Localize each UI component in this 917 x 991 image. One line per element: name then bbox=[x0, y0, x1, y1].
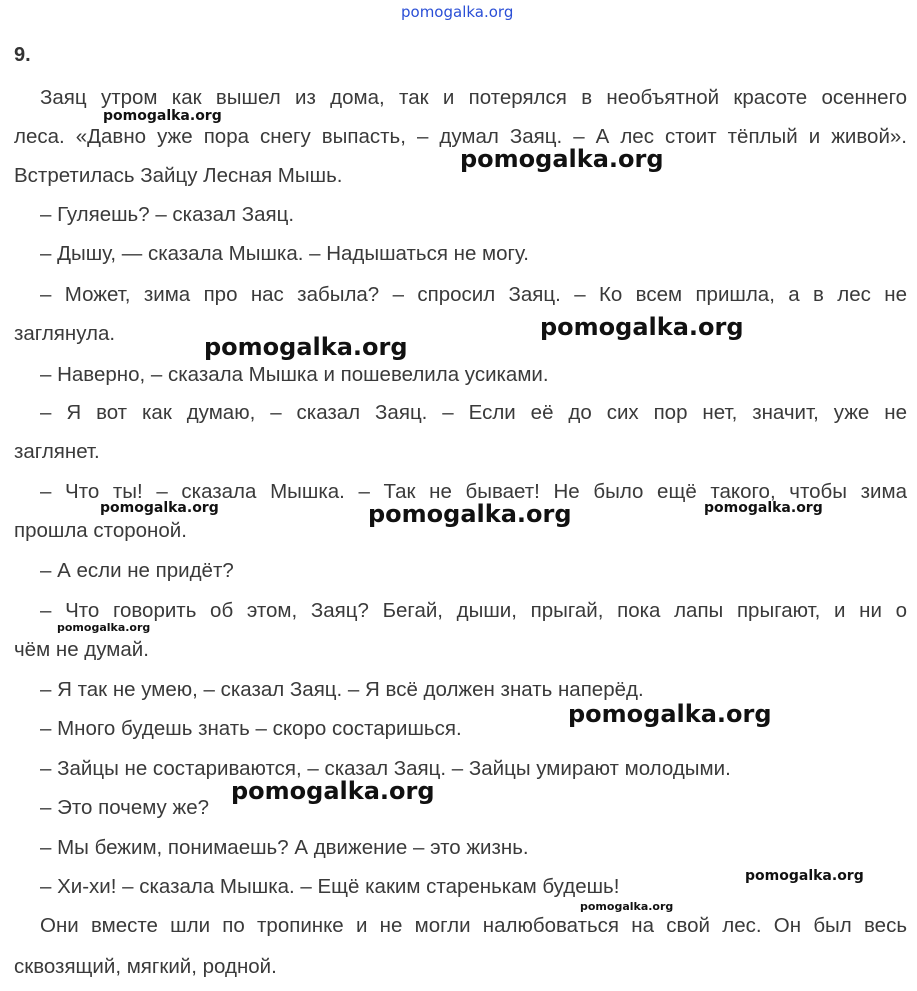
text-line: Встретилась Зайцу Лесная Мышь. bbox=[14, 164, 343, 187]
exercise-number: 9. bbox=[14, 44, 31, 66]
header-watermark: pomogalka.org bbox=[401, 3, 514, 21]
text-line: леса. «Давно уже пора снегу выпасть, – думал Заяц. – А лес стоит тёплый и живой». bbox=[14, 125, 907, 148]
watermark: pomogalka.org bbox=[231, 777, 435, 805]
text-line: сквозящий, мягкий, родной. bbox=[14, 955, 277, 978]
text-line: – Я так не умею, – сказал Заяц. – Я всё должен знать наперёд. bbox=[40, 678, 644, 701]
text-line: – Гуляешь? – сказал Заяц. bbox=[40, 203, 295, 226]
watermark: pomogalka.org bbox=[103, 108, 222, 124]
watermark: pomogalka.org bbox=[204, 333, 408, 361]
text-line: – Мы бежим, понимаешь? А движение – это жизнь. bbox=[40, 836, 529, 859]
text-line: – Хи-хи! – сказала Мышка. – Ещё каким старенькам будешь! bbox=[40, 875, 620, 898]
text-line: – Может, зима про нас забыла? – спросил Заяц. – Ко всем пришла, а в лес не bbox=[40, 283, 907, 306]
text-line: Заяц утром как вышел из дома, так и потерялся в необъятной красоте осеннего bbox=[40, 86, 907, 109]
watermark: pomogalka.org bbox=[460, 145, 664, 173]
text-line: – Наверно, – сказала Мышка и пошевелила усиками. bbox=[40, 363, 549, 386]
text-line: прошла стороной. bbox=[14, 519, 187, 542]
watermark: pomogalka.org bbox=[745, 868, 864, 884]
text-line: чём не думай. bbox=[14, 638, 149, 661]
text-line: – Много будешь знать – скоро состаришься. bbox=[40, 717, 462, 740]
watermark: pomogalka.org bbox=[580, 900, 674, 913]
text-line: – Зайцы не состариваются, – сказал Заяц. – Зайцы умирают молодыми. bbox=[40, 757, 731, 780]
text-line: заглянет. bbox=[14, 440, 100, 463]
text-line: заглянула. bbox=[14, 322, 116, 345]
watermark: pomogalka.org bbox=[368, 500, 572, 528]
watermark: pomogalka.org bbox=[540, 313, 744, 341]
watermark: pomogalka.org bbox=[57, 621, 151, 634]
text-line: – Что ты! – сказала Мышка. – Так не бывает! Не было ещё такого, чтобы зима bbox=[40, 480, 907, 503]
watermark: pomogalka.org bbox=[704, 500, 823, 516]
text-line: – А если не придёт? bbox=[40, 559, 234, 582]
text-line: – Я вот как думаю, – сказал Заяц. – Если её до сих пор нет, значит, уже не bbox=[40, 401, 907, 424]
watermark: pomogalka.org bbox=[100, 500, 219, 516]
watermark: pomogalka.org bbox=[568, 700, 772, 728]
text-line: – Дышу, — сказала Мышка. – Надышаться не могу. bbox=[40, 242, 529, 265]
text-line: Они вместе шли по тропинке и не могли налюбоваться на свой лес. Он был весь bbox=[40, 914, 907, 937]
text-line: – Это почему же? bbox=[40, 796, 210, 819]
text-line: – Что говорить об этом, Заяц? Бегай, дыши, прыгай, пока лапы прыгают, и ни о bbox=[40, 599, 907, 622]
